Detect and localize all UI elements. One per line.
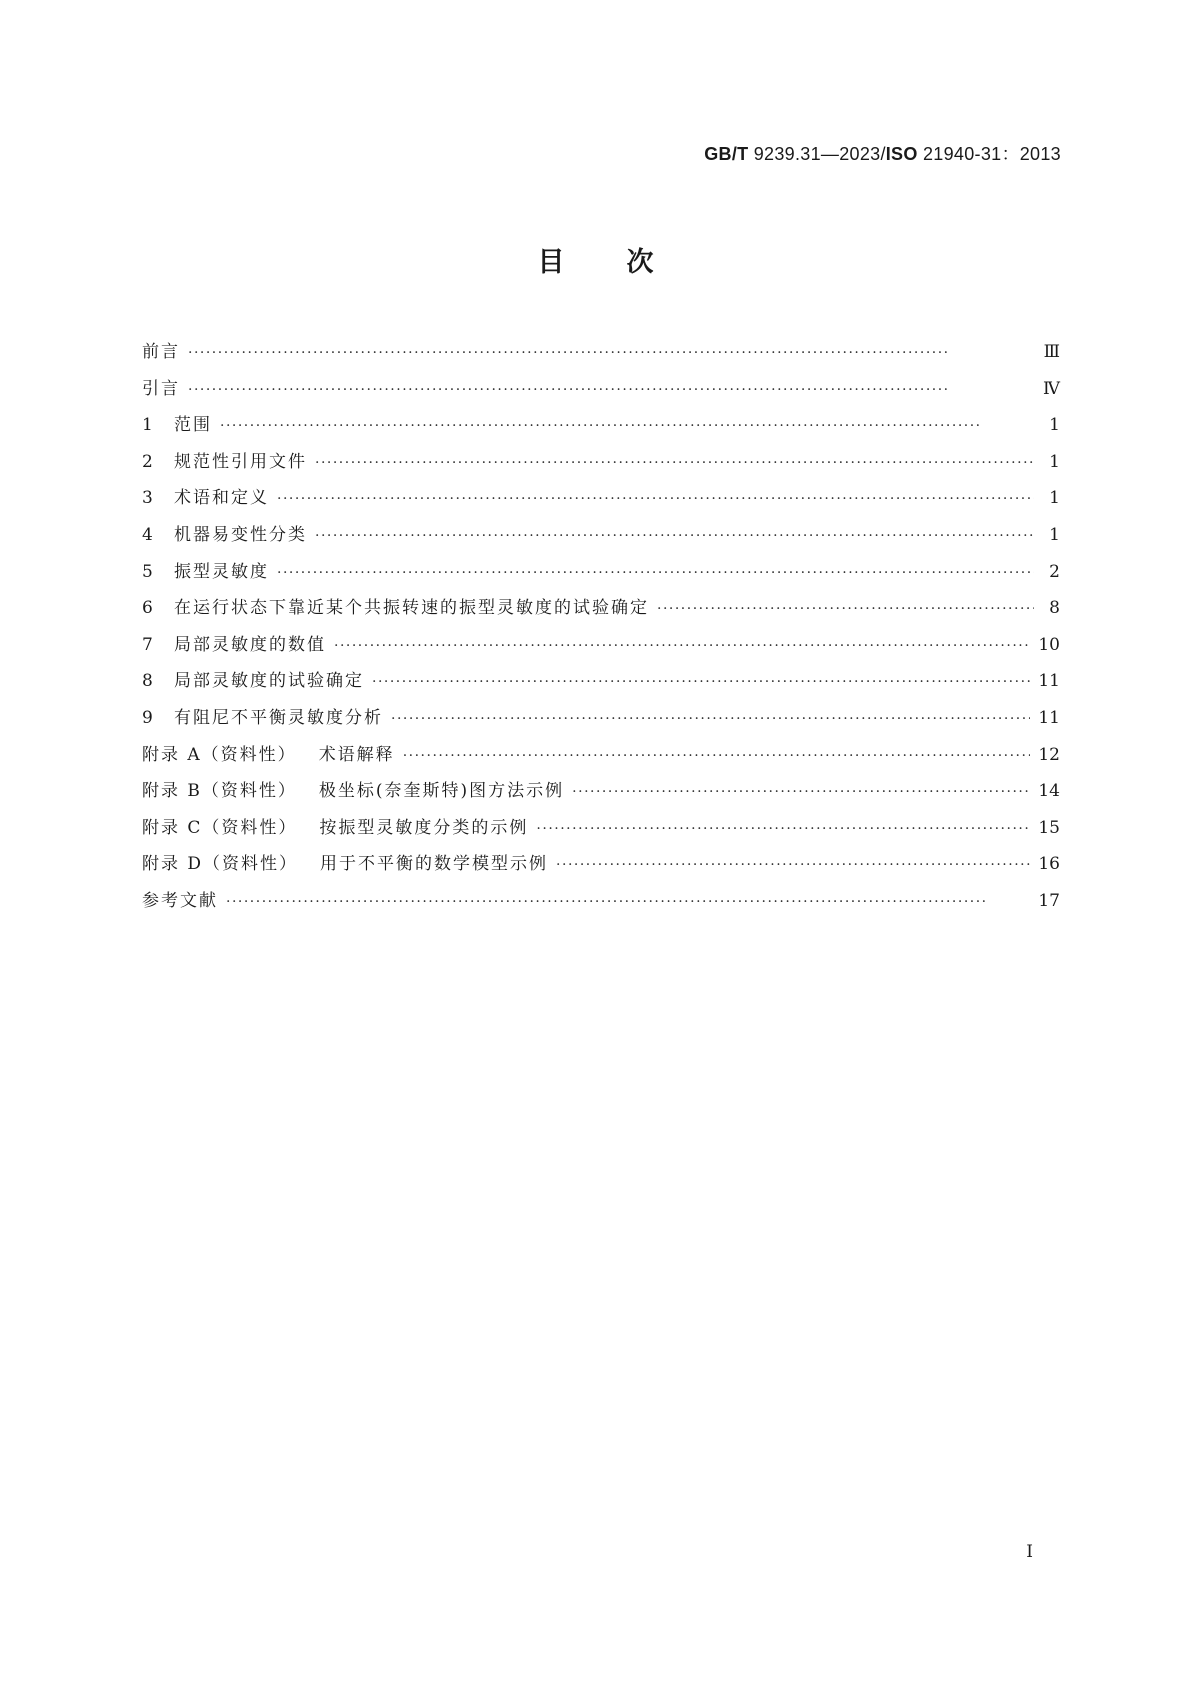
toc-entry[interactable] bbox=[142, 630, 1060, 667]
toc-entry-label: 规范性引用文件 bbox=[174, 451, 307, 472]
toc-entry-label: 范围 bbox=[174, 415, 212, 436]
toc-dot-leader bbox=[226, 894, 1030, 910]
toc-appendix-title: 用于不平衡的数学模型示例 bbox=[320, 854, 549, 875]
toc-entry-page: 10 bbox=[1038, 634, 1060, 655]
toc-dot-leader bbox=[315, 455, 1034, 471]
toc-dot-leader bbox=[556, 857, 1030, 873]
toc-dot-leader bbox=[220, 418, 1034, 434]
toc-entry-number: 6 bbox=[142, 598, 153, 619]
toc-entry-label: 引言 bbox=[142, 378, 180, 399]
toc-entry-label: 附录 C（资料性） bbox=[142, 817, 298, 838]
toc-entry[interactable] bbox=[142, 520, 1060, 557]
toc-entry-page: 1 bbox=[1049, 524, 1060, 545]
toc-entry-page: Ⅳ bbox=[1043, 378, 1060, 399]
toc-entry-page: 2 bbox=[1049, 561, 1060, 582]
toc-entry-number: 4 bbox=[142, 524, 153, 545]
toc-entry-page: 1 bbox=[1049, 488, 1060, 509]
toc-entry[interactable] bbox=[142, 410, 1060, 447]
toc-appendix-title: 术语解释 bbox=[318, 744, 395, 765]
standard-code-iso: ISO bbox=[885, 144, 918, 164]
toc-dot-leader bbox=[277, 491, 1034, 507]
toc-entry-number: 3 bbox=[142, 488, 153, 509]
toc-entry[interactable] bbox=[142, 740, 1060, 777]
toc-dot-leader bbox=[277, 565, 1034, 581]
toc-entry[interactable] bbox=[142, 776, 1060, 813]
toc-dot-leader bbox=[188, 382, 1034, 398]
toc-appendix-title: 极坐标(奈奎斯特)图方法示例 bbox=[318, 781, 565, 802]
toc-entry-number: 1 bbox=[142, 415, 153, 436]
toc-dot-leader bbox=[536, 821, 1030, 837]
toc-dot-leader bbox=[657, 601, 1034, 617]
toc-dot-leader bbox=[315, 528, 1034, 544]
toc-entry-page: 11 bbox=[1038, 671, 1060, 692]
toc-entry-page: 14 bbox=[1038, 781, 1060, 802]
toc-entry[interactable] bbox=[142, 886, 1060, 923]
toc-entry-number: 8 bbox=[142, 671, 153, 692]
toc-entry-number: 7 bbox=[142, 634, 153, 655]
toc-entry-label: 有阻尼不平衡灵敏度分析 bbox=[174, 707, 383, 728]
toc-entry-number: 5 bbox=[142, 561, 153, 582]
standard-code-prefix: GB/T bbox=[704, 144, 749, 164]
toc-entry-page: 1 bbox=[1049, 415, 1060, 436]
toc-entry-label: 参考文献 bbox=[142, 890, 218, 911]
toc-entry-label: 前言 bbox=[142, 342, 180, 362]
toc-entry-page: 17 bbox=[1038, 890, 1060, 911]
toc-entry[interactable] bbox=[142, 483, 1060, 520]
toc-entry-number: 2 bbox=[142, 451, 153, 472]
toc-entry[interactable] bbox=[142, 813, 1060, 850]
toc-entry-label: 机器易变性分类 bbox=[174, 524, 307, 545]
toc-entry[interactable] bbox=[142, 666, 1060, 703]
page-title: 目次 bbox=[537, 247, 716, 278]
toc-entry-page: 1 bbox=[1049, 451, 1060, 472]
toc-entry[interactable] bbox=[142, 374, 1060, 411]
toc-entry-page: 12 bbox=[1038, 744, 1060, 765]
toc-entry[interactable] bbox=[142, 447, 1060, 484]
toc-entry-label: 附录 A（资料性） bbox=[142, 744, 297, 765]
standard-code-header bbox=[704, 140, 1061, 166]
toc-entry-label: 附录 B（资料性） bbox=[142, 781, 297, 802]
table-of-contents bbox=[142, 337, 1060, 923]
standard-code-iso-number: 21940-31：2013 bbox=[917, 144, 1061, 164]
toc-dot-leader bbox=[188, 345, 1034, 361]
toc-entry[interactable] bbox=[142, 337, 1060, 374]
page-number: Ⅰ bbox=[1026, 1542, 1033, 1562]
toc-dot-leader bbox=[372, 674, 1030, 690]
toc-appendix-title: 按振型灵敏度分类的示例 bbox=[319, 817, 529, 838]
toc-dot-leader bbox=[572, 784, 1030, 800]
toc-entry-page: 8 bbox=[1049, 598, 1060, 619]
toc-entry[interactable] bbox=[142, 593, 1060, 630]
toc-entry-page: 11 bbox=[1038, 707, 1060, 728]
standard-code-number: 9239.31—2023/ bbox=[748, 144, 886, 164]
toc-entry-page: 16 bbox=[1038, 854, 1060, 875]
toc-entry[interactable] bbox=[142, 703, 1060, 740]
toc-entry-number: 9 bbox=[142, 707, 153, 728]
toc-dot-leader bbox=[334, 638, 1030, 654]
toc-entry-page: 15 bbox=[1038, 817, 1060, 838]
toc-entry[interactable] bbox=[142, 557, 1060, 594]
toc-dot-leader bbox=[403, 748, 1031, 764]
toc-entry-label: 在运行状态下靠近某个共振转速的振型灵敏度的试验确定 bbox=[174, 598, 649, 619]
toc-entry-page: Ⅲ bbox=[1043, 342, 1060, 362]
toc-dot-leader bbox=[391, 711, 1030, 727]
toc-entry-label: 术语和定义 bbox=[174, 488, 269, 509]
toc-entry-label: 附录 D（资料性） bbox=[142, 854, 299, 875]
toc-entry-label: 局部灵敏度的试验确定 bbox=[174, 671, 364, 692]
toc-entry-label: 局部灵敏度的数值 bbox=[174, 634, 326, 655]
toc-entry-label: 振型灵敏度 bbox=[174, 561, 269, 582]
toc-entry[interactable] bbox=[142, 849, 1060, 886]
